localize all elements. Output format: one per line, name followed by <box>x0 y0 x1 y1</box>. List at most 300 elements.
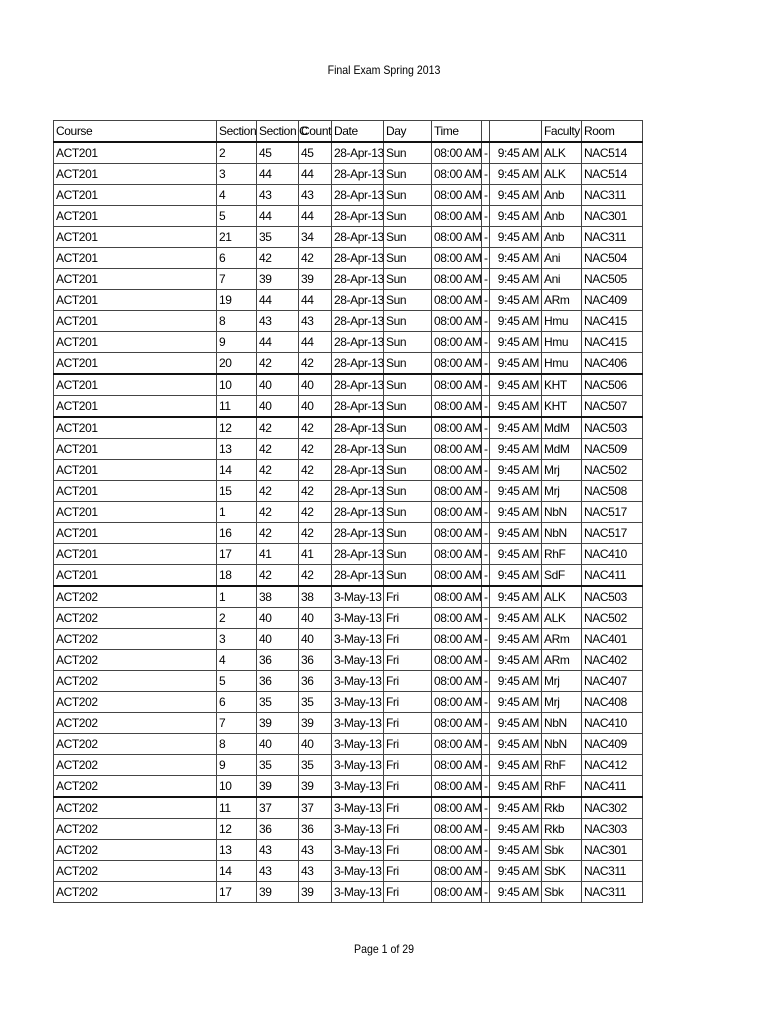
cell-count: 40 <box>299 734 332 755</box>
table-row <box>54 565 643 587</box>
table-row <box>54 882 643 903</box>
header-faculty: Faculty <box>542 121 582 143</box>
cell-day: Sun <box>384 248 432 269</box>
cell-date: 3-May-13 <box>332 713 384 734</box>
cell-start-time: 08:00 AM <box>432 332 482 353</box>
cell-section-capacity: 42 <box>257 353 299 375</box>
cell-faculty: NbN <box>542 713 582 734</box>
cell-day: Sun <box>384 565 432 587</box>
cell-date: 3-May-13 <box>332 819 384 840</box>
cell-section: 9 <box>217 332 257 353</box>
cell-end-time: 9:45 AM <box>490 565 542 587</box>
table-row <box>54 840 643 861</box>
cell-end-time: 9:45 AM <box>490 608 542 629</box>
cell-faculty: Mrj <box>542 671 582 692</box>
cell-day: Fri <box>384 840 432 861</box>
cell-end-time: 9:45 AM <box>490 776 542 798</box>
cell-count: 38 <box>299 586 332 608</box>
cell-end-time: 9:45 AM <box>490 206 542 227</box>
cell-time-separator: - <box>482 142 490 164</box>
cell-section-capacity: 40 <box>257 608 299 629</box>
exam-schedule-table <box>53 120 643 903</box>
cell-start-time: 08:00 AM <box>432 713 482 734</box>
cell-course: ACT201 <box>54 248 217 269</box>
cell-course: ACT201 <box>54 481 217 502</box>
cell-day: Sun <box>384 439 432 460</box>
cell-date: 3-May-13 <box>332 692 384 713</box>
cell-faculty: Hmu <box>542 353 582 375</box>
cell-start-time: 08:00 AM <box>432 502 482 523</box>
cell-room: NAC301 <box>582 840 643 861</box>
table-row <box>54 755 643 776</box>
cell-time-separator: - <box>482 882 490 903</box>
cell-faculty: ALK <box>542 142 582 164</box>
table-row <box>54 248 643 269</box>
cell-date: 3-May-13 <box>332 776 384 798</box>
cell-day: Fri <box>384 608 432 629</box>
cell-section: 5 <box>217 206 257 227</box>
cell-course: ACT202 <box>54 755 217 776</box>
table-row <box>54 206 643 227</box>
cell-section: 8 <box>217 734 257 755</box>
header-blank-1 <box>482 121 490 143</box>
cell-end-time: 9:45 AM <box>490 290 542 311</box>
cell-date: 28-Apr-13 <box>332 353 384 375</box>
cell-count: 39 <box>299 882 332 903</box>
cell-course: ACT201 <box>54 142 217 164</box>
cell-section: 8 <box>217 311 257 332</box>
cell-start-time: 08:00 AM <box>432 523 482 544</box>
cell-time-separator: - <box>482 439 490 460</box>
cell-section-capacity: 44 <box>257 332 299 353</box>
cell-faculty: ALK <box>542 608 582 629</box>
cell-day: Sun <box>384 290 432 311</box>
cell-room: NAC409 <box>582 734 643 755</box>
cell-time-separator: - <box>482 671 490 692</box>
cell-section: 5 <box>217 671 257 692</box>
cell-course: ACT202 <box>54 776 217 798</box>
cell-count: 42 <box>299 439 332 460</box>
cell-section-capacity: 36 <box>257 650 299 671</box>
table-body <box>54 142 643 903</box>
cell-section: 17 <box>217 544 257 565</box>
cell-course: ACT201 <box>54 396 217 418</box>
cell-room: NAC411 <box>582 565 643 587</box>
cell-faculty: ALK <box>542 586 582 608</box>
cell-faculty: SdF <box>542 565 582 587</box>
cell-day: Fri <box>384 861 432 882</box>
cell-time-separator: - <box>482 396 490 418</box>
cell-course: ACT202 <box>54 819 217 840</box>
cell-end-time: 9:45 AM <box>490 164 542 185</box>
cell-start-time: 08:00 AM <box>432 396 482 418</box>
cell-count: 41 <box>299 544 332 565</box>
cell-section: 3 <box>217 629 257 650</box>
cell-faculty: Hmu <box>542 311 582 332</box>
cell-count: 40 <box>299 374 332 396</box>
table-row <box>54 629 643 650</box>
cell-count: 43 <box>299 185 332 206</box>
cell-section-capacity: 36 <box>257 671 299 692</box>
cell-room: NAC301 <box>582 206 643 227</box>
cell-start-time: 08:00 AM <box>432 227 482 248</box>
cell-day: Fri <box>384 755 432 776</box>
cell-end-time: 9:45 AM <box>490 502 542 523</box>
cell-section-capacity: 35 <box>257 692 299 713</box>
cell-start-time: 08:00 AM <box>432 248 482 269</box>
cell-time-separator: - <box>482 269 490 290</box>
cell-section-capacity: 39 <box>257 713 299 734</box>
cell-time-separator: - <box>482 586 490 608</box>
cell-start-time: 08:00 AM <box>432 819 482 840</box>
cell-count: 43 <box>299 861 332 882</box>
header-section: Section <box>217 121 257 143</box>
cell-day: Sun <box>384 460 432 481</box>
cell-faculty: RhF <box>542 755 582 776</box>
cell-section: 13 <box>217 439 257 460</box>
cell-faculty: ARm <box>542 650 582 671</box>
cell-date: 3-May-13 <box>332 629 384 650</box>
cell-time-separator: - <box>482 776 490 798</box>
header-day: Day <box>384 121 432 143</box>
cell-day: Sun <box>384 353 432 375</box>
cell-date: 3-May-13 <box>332 861 384 882</box>
cell-start-time: 08:00 AM <box>432 692 482 713</box>
cell-time-separator: - <box>482 840 490 861</box>
cell-end-time: 9:45 AM <box>490 417 542 439</box>
cell-room: NAC504 <box>582 248 643 269</box>
cell-section-capacity: 42 <box>257 502 299 523</box>
cell-section-capacity: 40 <box>257 629 299 650</box>
cell-time-separator: - <box>482 650 490 671</box>
cell-course: ACT202 <box>54 671 217 692</box>
cell-day: Fri <box>384 882 432 903</box>
cell-faculty: Rkb <box>542 797 582 819</box>
cell-section: 2 <box>217 142 257 164</box>
cell-time-separator: - <box>482 565 490 587</box>
cell-start-time: 08:00 AM <box>432 185 482 206</box>
cell-day: Fri <box>384 671 432 692</box>
cell-start-time: 08:00 AM <box>432 797 482 819</box>
cell-faculty: Rkb <box>542 819 582 840</box>
cell-course: ACT201 <box>54 439 217 460</box>
cell-course: ACT201 <box>54 523 217 544</box>
cell-section-capacity: 41 <box>257 544 299 565</box>
cell-time-separator: - <box>482 608 490 629</box>
cell-section-capacity: 45 <box>257 142 299 164</box>
cell-start-time: 08:00 AM <box>432 353 482 375</box>
cell-date: 28-Apr-13 <box>332 460 384 481</box>
cell-end-time: 9:45 AM <box>490 544 542 565</box>
cell-day: Sun <box>384 269 432 290</box>
cell-time-separator: - <box>482 629 490 650</box>
cell-start-time: 08:00 AM <box>432 269 482 290</box>
cell-section-capacity: 43 <box>257 840 299 861</box>
cell-end-time: 9:45 AM <box>490 840 542 861</box>
cell-count: 42 <box>299 481 332 502</box>
cell-room: NAC311 <box>582 227 643 248</box>
cell-time-separator: - <box>482 290 490 311</box>
cell-start-time: 08:00 AM <box>432 544 482 565</box>
cell-section-capacity: 35 <box>257 227 299 248</box>
header-count: Count <box>299 121 332 143</box>
cell-count: 42 <box>299 417 332 439</box>
cell-faculty: ALK <box>542 164 582 185</box>
table-row <box>54 311 643 332</box>
cell-room: NAC517 <box>582 502 643 523</box>
cell-count: 42 <box>299 353 332 375</box>
cell-faculty: NbN <box>542 734 582 755</box>
cell-course: ACT202 <box>54 882 217 903</box>
cell-course: ACT201 <box>54 502 217 523</box>
cell-section: 14 <box>217 861 257 882</box>
cell-count: 44 <box>299 164 332 185</box>
cell-start-time: 08:00 AM <box>432 460 482 481</box>
cell-date: 28-Apr-13 <box>332 311 384 332</box>
cell-count: 35 <box>299 755 332 776</box>
cell-faculty: Hmu <box>542 332 582 353</box>
cell-day: Fri <box>384 650 432 671</box>
cell-faculty: RhF <box>542 776 582 798</box>
cell-section-capacity: 44 <box>257 206 299 227</box>
cell-count: 42 <box>299 248 332 269</box>
cell-end-time: 9:45 AM <box>490 396 542 418</box>
cell-day: Sun <box>384 523 432 544</box>
cell-date: 28-Apr-13 <box>332 523 384 544</box>
cell-date: 28-Apr-13 <box>332 269 384 290</box>
cell-room: NAC514 <box>582 142 643 164</box>
cell-section-capacity: 39 <box>257 882 299 903</box>
cell-day: Sun <box>384 481 432 502</box>
cell-room: NAC507 <box>582 396 643 418</box>
header-course: Course <box>54 121 217 143</box>
cell-section: 10 <box>217 776 257 798</box>
cell-end-time: 9:45 AM <box>490 586 542 608</box>
cell-count: 42 <box>299 523 332 544</box>
cell-date: 3-May-13 <box>332 671 384 692</box>
cell-room: NAC502 <box>582 460 643 481</box>
cell-count: 39 <box>299 713 332 734</box>
cell-room: NAC302 <box>582 797 643 819</box>
table-row <box>54 417 643 439</box>
cell-time-separator: - <box>482 713 490 734</box>
cell-day: Sun <box>384 374 432 396</box>
cell-time-separator: - <box>482 734 490 755</box>
header-date: Date <box>332 121 384 143</box>
cell-count: 42 <box>299 565 332 587</box>
cell-start-time: 08:00 AM <box>432 374 482 396</box>
page-title: Final Exam Spring 2013 <box>327 63 441 77</box>
cell-end-time: 9:45 AM <box>490 269 542 290</box>
cell-faculty: Sbk <box>542 840 582 861</box>
cell-faculty: Ani <box>542 269 582 290</box>
cell-start-time: 08:00 AM <box>432 861 482 882</box>
cell-room: NAC503 <box>582 417 643 439</box>
cell-section-capacity: 44 <box>257 164 299 185</box>
cell-end-time: 9:45 AM <box>490 692 542 713</box>
cell-section: 17 <box>217 882 257 903</box>
cell-start-time: 08:00 AM <box>432 311 482 332</box>
cell-date: 3-May-13 <box>332 840 384 861</box>
cell-room: NAC410 <box>582 544 643 565</box>
cell-section-capacity: 43 <box>257 861 299 882</box>
cell-course: ACT201 <box>54 544 217 565</box>
cell-date: 3-May-13 <box>332 882 384 903</box>
table-row <box>54 269 643 290</box>
cell-count: 37 <box>299 797 332 819</box>
cell-day: Sun <box>384 142 432 164</box>
cell-room: NAC505 <box>582 269 643 290</box>
cell-section: 11 <box>217 797 257 819</box>
cell-date: 28-Apr-13 <box>332 396 384 418</box>
table-row <box>54 586 643 608</box>
cell-time-separator: - <box>482 819 490 840</box>
table-row <box>54 332 643 353</box>
cell-end-time: 9:45 AM <box>490 734 542 755</box>
table-row <box>54 523 643 544</box>
cell-section-capacity: 42 <box>257 460 299 481</box>
table-header-row <box>54 121 643 143</box>
cell-end-time: 9:45 AM <box>490 227 542 248</box>
cell-faculty: Mrj <box>542 481 582 502</box>
cell-room: NAC517 <box>582 523 643 544</box>
cell-day: Fri <box>384 776 432 798</box>
cell-faculty: KHT <box>542 396 582 418</box>
cell-day: Sun <box>384 332 432 353</box>
cell-date: 28-Apr-13 <box>332 290 384 311</box>
table-row <box>54 396 643 418</box>
cell-section: 2 <box>217 608 257 629</box>
cell-day: Sun <box>384 227 432 248</box>
cell-time-separator: - <box>482 185 490 206</box>
cell-section: 12 <box>217 819 257 840</box>
cell-room: NAC410 <box>582 713 643 734</box>
cell-faculty: ARm <box>542 290 582 311</box>
cell-day: Fri <box>384 586 432 608</box>
cell-date: 28-Apr-13 <box>332 227 384 248</box>
header-time: Time <box>432 121 482 143</box>
cell-time-separator: - <box>482 227 490 248</box>
table-row <box>54 290 643 311</box>
cell-start-time: 08:00 AM <box>432 755 482 776</box>
table-row <box>54 460 643 481</box>
cell-section: 12 <box>217 417 257 439</box>
cell-section-capacity: 42 <box>257 248 299 269</box>
cell-date: 28-Apr-13 <box>332 248 384 269</box>
table-row <box>54 734 643 755</box>
cell-count: 44 <box>299 290 332 311</box>
cell-course: ACT202 <box>54 629 217 650</box>
cell-section-capacity: 44 <box>257 290 299 311</box>
table-row <box>54 185 643 206</box>
cell-start-time: 08:00 AM <box>432 586 482 608</box>
cell-date: 28-Apr-13 <box>332 439 384 460</box>
cell-course: ACT202 <box>54 713 217 734</box>
cell-room: NAC415 <box>582 332 643 353</box>
cell-section-capacity: 36 <box>257 819 299 840</box>
cell-end-time: 9:45 AM <box>490 142 542 164</box>
cell-date: 28-Apr-13 <box>332 142 384 164</box>
cell-course: ACT202 <box>54 586 217 608</box>
cell-date: 3-May-13 <box>332 755 384 776</box>
cell-room: NAC303 <box>582 819 643 840</box>
cell-section: 3 <box>217 164 257 185</box>
cell-room: NAC311 <box>582 861 643 882</box>
cell-day: Fri <box>384 713 432 734</box>
cell-day: Fri <box>384 734 432 755</box>
cell-section-capacity: 39 <box>257 269 299 290</box>
table-row <box>54 544 643 565</box>
cell-end-time: 9:45 AM <box>490 332 542 353</box>
cell-section-capacity: 42 <box>257 417 299 439</box>
cell-faculty: MdM <box>542 417 582 439</box>
cell-date: 28-Apr-13 <box>332 565 384 587</box>
cell-course: ACT202 <box>54 797 217 819</box>
cell-time-separator: - <box>482 861 490 882</box>
table-row <box>54 374 643 396</box>
cell-course: ACT201 <box>54 269 217 290</box>
cell-section: 14 <box>217 460 257 481</box>
cell-day: Sun <box>384 396 432 418</box>
cell-time-separator: - <box>482 481 490 502</box>
cell-end-time: 9:45 AM <box>490 797 542 819</box>
cell-section-capacity: 40 <box>257 734 299 755</box>
cell-time-separator: - <box>482 502 490 523</box>
cell-faculty: MdM <box>542 439 582 460</box>
cell-course: ACT201 <box>54 206 217 227</box>
cell-time-separator: - <box>482 523 490 544</box>
table-row <box>54 353 643 375</box>
cell-faculty: Ani <box>542 248 582 269</box>
cell-start-time: 08:00 AM <box>432 776 482 798</box>
cell-faculty: Anb <box>542 206 582 227</box>
cell-count: 40 <box>299 608 332 629</box>
cell-day: Sun <box>384 502 432 523</box>
cell-end-time: 9:45 AM <box>490 311 542 332</box>
cell-section: 1 <box>217 502 257 523</box>
cell-room: NAC311 <box>582 185 643 206</box>
cell-start-time: 08:00 AM <box>432 608 482 629</box>
cell-time-separator: - <box>482 544 490 565</box>
cell-count: 36 <box>299 650 332 671</box>
cell-time-separator: - <box>482 374 490 396</box>
cell-course: ACT202 <box>54 734 217 755</box>
cell-faculty: NbN <box>542 523 582 544</box>
cell-course: ACT201 <box>54 353 217 375</box>
table-row <box>54 481 643 502</box>
cell-count: 44 <box>299 332 332 353</box>
cell-room: NAC408 <box>582 692 643 713</box>
cell-date: 28-Apr-13 <box>332 185 384 206</box>
cell-faculty: ARm <box>542 629 582 650</box>
cell-count: 43 <box>299 840 332 861</box>
cell-room: NAC502 <box>582 608 643 629</box>
cell-start-time: 08:00 AM <box>432 481 482 502</box>
cell-section: 10 <box>217 374 257 396</box>
cell-course: ACT201 <box>54 460 217 481</box>
cell-section: 4 <box>217 650 257 671</box>
cell-course: ACT201 <box>54 417 217 439</box>
table-row <box>54 776 643 798</box>
cell-count: 36 <box>299 819 332 840</box>
cell-section-capacity: 40 <box>257 396 299 418</box>
cell-date: 3-May-13 <box>332 734 384 755</box>
cell-end-time: 9:45 AM <box>490 671 542 692</box>
cell-section: 6 <box>217 248 257 269</box>
cell-end-time: 9:45 AM <box>490 629 542 650</box>
cell-count: 39 <box>299 776 332 798</box>
cell-count: 44 <box>299 206 332 227</box>
